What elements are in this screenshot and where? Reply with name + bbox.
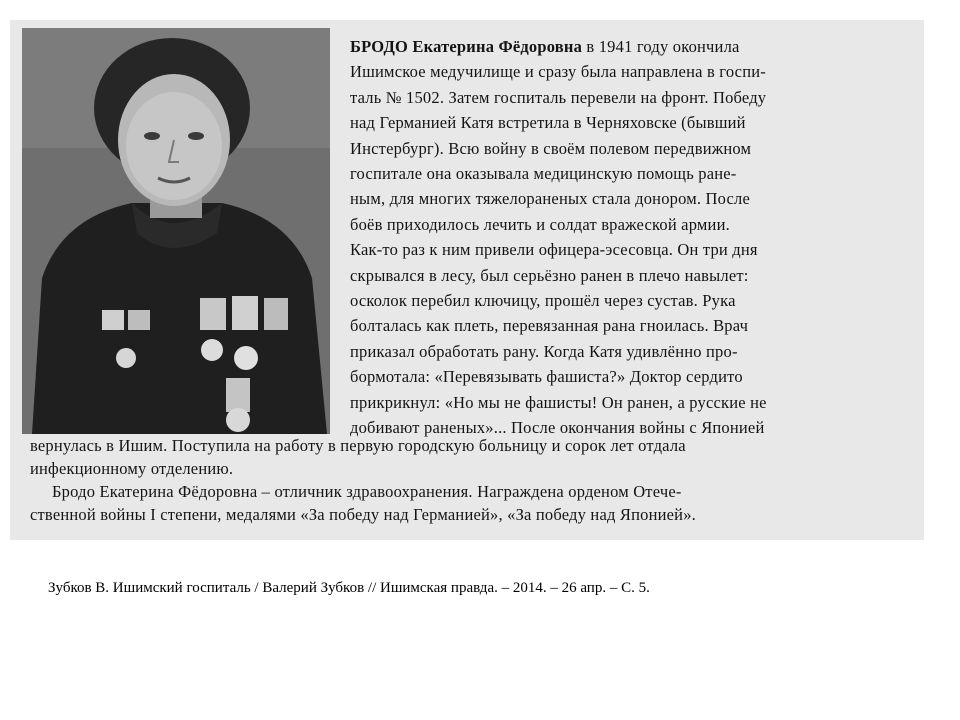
person-name: БРОДО Екатерина Фёдоровна: [350, 37, 583, 56]
article-line: добивают раненых»... После окончания войны с Японией: [350, 418, 765, 438]
article-line: болталась как плеть, перевязанная рана гноилась. Врач: [350, 316, 749, 336]
newspaper-clipping: [10, 20, 924, 540]
article-line: Ишимское медучилище и сразу была направлена в госпи-: [350, 62, 766, 82]
article-line: Бродо Екатерина Фёдоровна – отличник здравоохранения. Награждена орденом Отече-: [52, 482, 682, 501]
portrait-photo: [22, 28, 330, 434]
article-line: прикрикнул: «Но мы не фашисты! Он ранен, а русские не: [350, 392, 767, 412]
article-line: Инстербург). Всю войну в своём полевом передвижном: [350, 138, 752, 158]
article-line: скрывался в лесу, был серьёзно ранен в плечо навылет:: [350, 265, 749, 285]
article-line: боёв приходилось лечить и солдат вражеской армии.: [350, 214, 730, 234]
source-citation: Зубков В. Ишимский госпиталь / Валерий Зубков // Ишимская правда. – 2014. – 26 апр. – С. 5.: [48, 580, 650, 596]
article-right-column: [350, 34, 846, 441]
article-line: приказал обработать рану. Когда Катя удивлённо про-: [350, 341, 738, 361]
article-line: бормотала: «Перевязывать фашиста?» Доктор сердито: [350, 367, 743, 387]
portrait-illustration: [22, 28, 330, 434]
article-line: ным, для многих тяжелораненых стала донором. После: [350, 189, 750, 209]
article-line: госпитале она оказывала медицинскую помощь ране-: [350, 164, 737, 184]
article-bottom-block: [30, 434, 870, 526]
article-line: над Германией Катя встретила в Черняховске (бывший: [350, 113, 746, 133]
article-line: вернулась в Ишим. Поступила на работу в первую городскую больницу и сорок лет отдала: [30, 436, 686, 455]
article-line: таль № 1502. Затем госпиталь перевели на фронт. Победу: [350, 87, 767, 107]
article-line: инфекционному отделению.: [30, 459, 234, 478]
article-line: ственной войны I степени, медалями «За победу над Германией», «За победу над Японией».: [30, 505, 696, 524]
article-line: Как-то раз к ним привели офицера-эсесовца. Он три дня: [350, 240, 758, 260]
article-first-line: БРОДО Екатерина Фёдоровна в 1941 году окончила: [350, 37, 740, 56]
article-line: осколок перебил ключицу, прошёл через сустав. Рука: [350, 291, 736, 311]
